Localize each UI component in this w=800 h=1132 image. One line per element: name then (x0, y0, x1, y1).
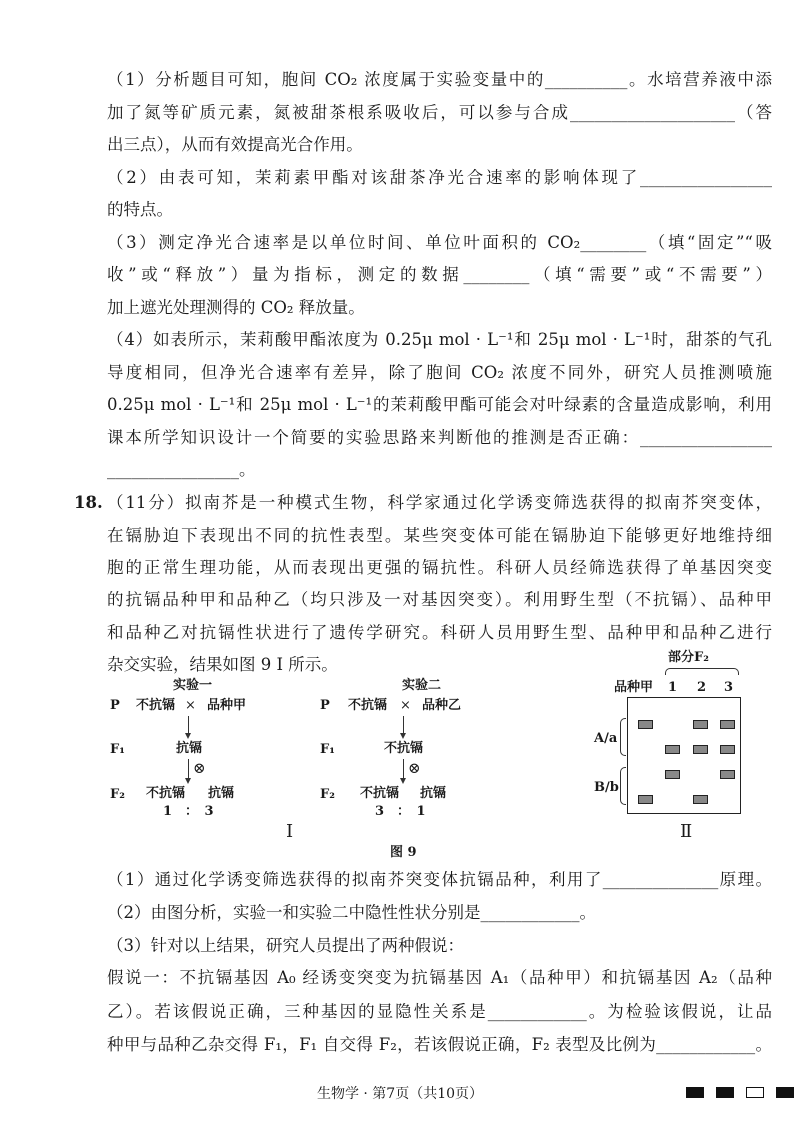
text-line: （4）如表所示，茉莉酸甲酯浓度为 0.25μ mol · L⁻¹和 25μ mol · L⁻¹时，甜茶的气孔 (107, 330, 772, 349)
question-number: 18. (74, 493, 103, 512)
gel-band (638, 795, 653, 804)
arrow-head (185, 778, 191, 784)
exp2-F1: F₁ (320, 742, 335, 757)
selfing-symbol: ⊗ (193, 759, 206, 777)
text-line: （3）针对以上结果，研究人员提出了两种假说： (107, 936, 464, 955)
text-line: 种甲与品种乙杂交得 F₁，F₁ 自交得 F₂，若该假说正确，F₂ 表型及比例为____________。 (107, 1035, 772, 1054)
text-line: （2）由表可知，茉莉素甲酯对该甜茶净光合速率的影响体现了________________ (107, 168, 772, 187)
arrow-head (185, 733, 191, 739)
text-line: 的特点。 (107, 200, 173, 219)
arrow-line (403, 759, 404, 779)
gel-band (693, 720, 708, 729)
exp1-f2-a: 不抗镉 (146, 786, 186, 801)
arrow-line (188, 759, 189, 779)
text-line: （3）测定净光合速率是以单位时间、单位叶面积的 CO₂________（填“固定”“吸 (107, 233, 772, 252)
gel-top-label: 部分F₂ (668, 650, 709, 665)
arrow-head (400, 733, 406, 739)
text-line: 假说一：不抗镉基因 A₀ 经诱变突变为抗镉基因 A₁（品种甲）和抗镉基因 A₂（品种 (107, 968, 772, 987)
brace (665, 668, 739, 675)
brace (620, 718, 626, 756)
figure-caption: 图 9 (390, 845, 417, 860)
text-line: （2）由图分析，实验一和实验二中隐性性状分别是____________。 (107, 903, 596, 922)
exp1-cross: × (185, 698, 196, 713)
text-line: 加了氮等矿质元素，氮被甜茶根系吸收后，可以参与合成____________________（答 (107, 103, 772, 122)
gel-lane-label: 1 (668, 680, 678, 695)
text-line: ________________。 (107, 460, 256, 479)
text-line: 和品种乙对抗镉性状进行了遗传学研究。科研人员用野生型、品种甲和品种乙进行 (107, 623, 772, 642)
arrow-line (403, 716, 404, 734)
gel-band (693, 745, 708, 754)
exp1-parent1: 不抗镉 (136, 698, 176, 713)
exp2-f2-a: 不抗镉 (360, 786, 400, 801)
exp2-f1-phenotype: 不抗镉 (384, 741, 424, 756)
text-line: 加上遮光处理测得的 CO₂ 释放量。 (107, 298, 365, 317)
exp2-f2-b: 抗镉 (420, 786, 447, 801)
exp2-P: P (320, 698, 330, 713)
exp2-title: 实验二 (402, 678, 442, 693)
gel-band (720, 770, 735, 779)
text-line: （1）分析题目可知，胞间 CO₂ 浓度属于实验变量中的__________。水培营养液中添 (107, 70, 772, 89)
text-line: 胞的正常生理功能，从而表现出更强的镉抗性。科研人员经筛选获得了单基因突变 (107, 558, 772, 577)
gel-band (665, 770, 680, 779)
text-line: 乙）。若该假说正确，三种基因的显隐性关系是____________。为检验该假说，让品 (107, 1002, 772, 1021)
text-line: 在镉胁迫下表现出不同的抗性表型。某些突变体可能在镉胁迫下能够更好地维持细 (107, 526, 772, 545)
page-marker-filled (776, 1087, 794, 1098)
text-line: 的抗镉品种甲和品种乙（均只涉及一对基因突变）。利用野生型（不抗镉）、品种甲 (107, 590, 772, 609)
locus-label-B: B/b (594, 780, 619, 795)
text-line: （1）通过化学诱变筛选获得的拟南芥突变体抗镉品种，利用了______________原理。 (107, 870, 772, 889)
text-line: 收”或“释放”）量为指标，测定的数据________（填“需要”或“不需要”） (107, 265, 772, 284)
gel-band (693, 795, 708, 804)
page-marker-empty (746, 1087, 764, 1098)
text-line: （11分）拟南芥是一种模式生物，科学家通过化学诱变筛选获得的拟南芥突变体， (107, 493, 772, 512)
exp1-f2-b: 抗镉 (208, 786, 235, 801)
exp2-cross: × (400, 698, 411, 713)
exp2-F2: F₂ (320, 787, 335, 802)
exp1-F1: F₁ (110, 742, 125, 757)
panel-label-II: Ⅱ (680, 821, 693, 842)
page-marker-filled (716, 1087, 734, 1098)
exp1-title: 实验一 (173, 678, 213, 693)
panel-label-I: Ⅰ (286, 821, 294, 842)
brace (620, 767, 626, 805)
text-line: 导度相同，但净光合速率有差异，除了胞间 CO₂ 浓度不同外，研究人员推测喷施 (107, 363, 772, 382)
exp2-parent2: 品种乙 (422, 698, 462, 713)
gel-lane-label: 品种甲 (614, 680, 654, 695)
text-line: 出三点），从而有效提高光合作用。 (107, 135, 363, 154)
page-footer: 生物学 · 第7页（共10页） (316, 1086, 484, 1102)
arrow-line (188, 716, 189, 734)
gel-lane-label: 3 (724, 680, 734, 695)
text-line: 杂交实验，结果如图 9 Ⅰ 所示。 (107, 655, 338, 674)
arrow-head (400, 778, 406, 784)
page-marker-filled (686, 1087, 704, 1098)
exp1-P: P (110, 698, 120, 713)
exp1-F2: F₂ (110, 787, 125, 802)
exp1-f1-phenotype: 抗镉 (176, 741, 203, 756)
exp1-ratio: 1 ： 3 (163, 804, 214, 819)
locus-label-A: A/a (594, 731, 618, 746)
gel-band (720, 720, 735, 729)
exp1-parent2: 品种甲 (207, 698, 247, 713)
gel-band (720, 745, 735, 754)
selfing-symbol: ⊗ (408, 759, 421, 777)
gel-lane-label: 2 (697, 680, 707, 695)
exp2-ratio: 3 ： 1 (375, 804, 426, 819)
text-line: 0.25μ mol · L⁻¹和 25μ mol · L⁻¹的茉莉酸甲酯可能会对叶绿素的含量造成影响，利用 (107, 395, 772, 414)
gel-band (638, 720, 653, 729)
gel-band (665, 745, 680, 754)
exp2-parent1: 不抗镉 (348, 698, 388, 713)
text-line: 课本所学知识设计一个简要的实验思路来判断他的推测是否正确：________________ (107, 428, 772, 447)
